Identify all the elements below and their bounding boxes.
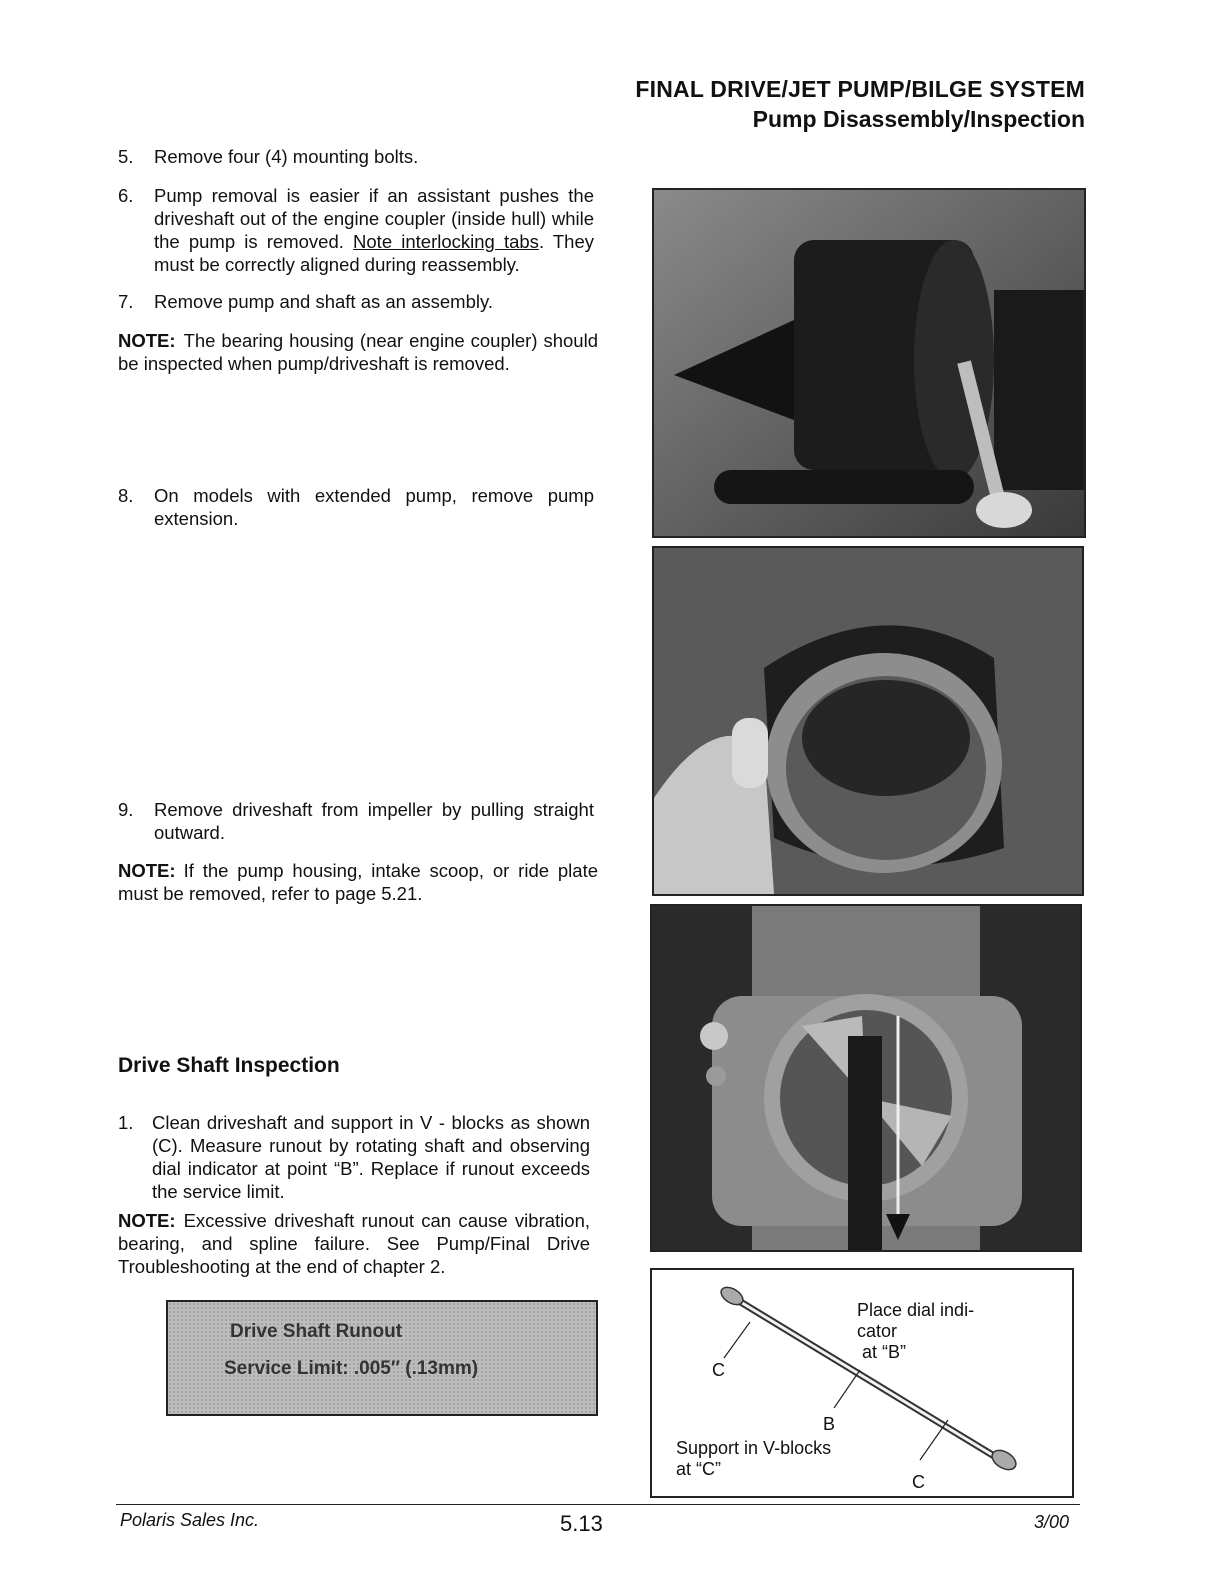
- step-number: 9.: [118, 799, 134, 820]
- step-number: 6.: [118, 185, 134, 206]
- label-c-left: C: [712, 1360, 725, 1380]
- step-7: [118, 290, 594, 313]
- note-text: Excessive driveshaft runout can cause vibration, bearing, and spline failure. See Pump/Final Drive Troubleshooting at the end of chapter 2.: [118, 1210, 590, 1277]
- note-label: NOTE:: [118, 860, 176, 881]
- page-number: 5.13: [560, 1511, 603, 1536]
- inspection-step-1: [118, 1111, 590, 1203]
- step-text: Remove pump and shaft as an assembly.: [154, 291, 493, 312]
- step-9: [118, 798, 594, 844]
- label-support-v-blocks: Support in V-blocks at “C”: [676, 1438, 832, 1479]
- step-text-b: . They must be correctly aligned during reassembly.: [154, 231, 595, 275]
- step-6: [118, 184, 594, 276]
- step-text-a: Pump removal is easier if an assistant pushes the driveshaft out of the engine coupler (inside hull) while the pump is removed.: [154, 185, 594, 252]
- step-text: [154, 184, 594, 276]
- chapter-title: FINAL DRIVE/JET PUMP/BILGE SYSTEM: [635, 76, 1085, 102]
- step-number: 8.: [118, 485, 134, 506]
- step-8: [118, 484, 594, 530]
- underlined-note: Note interlocking tabs: [353, 231, 539, 252]
- note-text: The bearing housing (near engine coupler) should be inspected when pump/driveshaft is removed.: [118, 330, 598, 374]
- note-runout: [118, 1209, 590, 1278]
- step-number: 5.: [118, 146, 134, 167]
- photo-pump-removal: [652, 188, 1086, 538]
- step-text: Clean driveshaft and support in V - blocks as shown (C). Measure runout by rotating shaft and observing dial indicator at point “B”. Replace if runout exceeds the service limit.: [152, 1112, 590, 1202]
- note-pump-housing: [118, 859, 598, 905]
- spec-limit: Service Limit: .005″ (.13mm): [224, 1358, 479, 1379]
- step-number: 1.: [118, 1112, 134, 1133]
- note-bearing-housing: [118, 329, 598, 375]
- label-c-right: C: [912, 1472, 925, 1492]
- step-text: Remove four (4) mounting bolts.: [154, 146, 419, 167]
- section-heading: Pump Disassembly/Inspection: [752, 106, 1085, 132]
- photo-pump-extension: [652, 546, 1084, 896]
- footer-date: 3/00: [1034, 1512, 1070, 1532]
- note-text: If the pump housing, intake scoop, or ride plate must be removed, refer to page 5.21.: [118, 860, 598, 904]
- footer-rule: [116, 1504, 1080, 1505]
- driveshaft-runout-diagram: [650, 1268, 1074, 1498]
- step-text: Remove driveshaft from impeller by pulling straight outward.: [154, 799, 594, 843]
- note-label: NOTE:: [118, 330, 176, 351]
- label-b: B: [823, 1414, 836, 1434]
- spec-title: Drive Shaft Runout: [230, 1321, 403, 1342]
- photo-impeller-driveshaft: [650, 904, 1082, 1252]
- note-label: NOTE:: [118, 1210, 176, 1231]
- label-place-dial-indicator: Place dial indi- cator at “B”: [857, 1300, 975, 1362]
- spec-box: [166, 1300, 598, 1416]
- step-number: 7.: [118, 291, 134, 312]
- step-5: [118, 145, 594, 168]
- footer-publisher: Polaris Sales Inc.: [120, 1510, 260, 1530]
- step-text: On models with extended pump, remove pump extension.: [154, 485, 594, 529]
- drive-shaft-inspection-title: Drive Shaft Inspection: [118, 1054, 340, 1077]
